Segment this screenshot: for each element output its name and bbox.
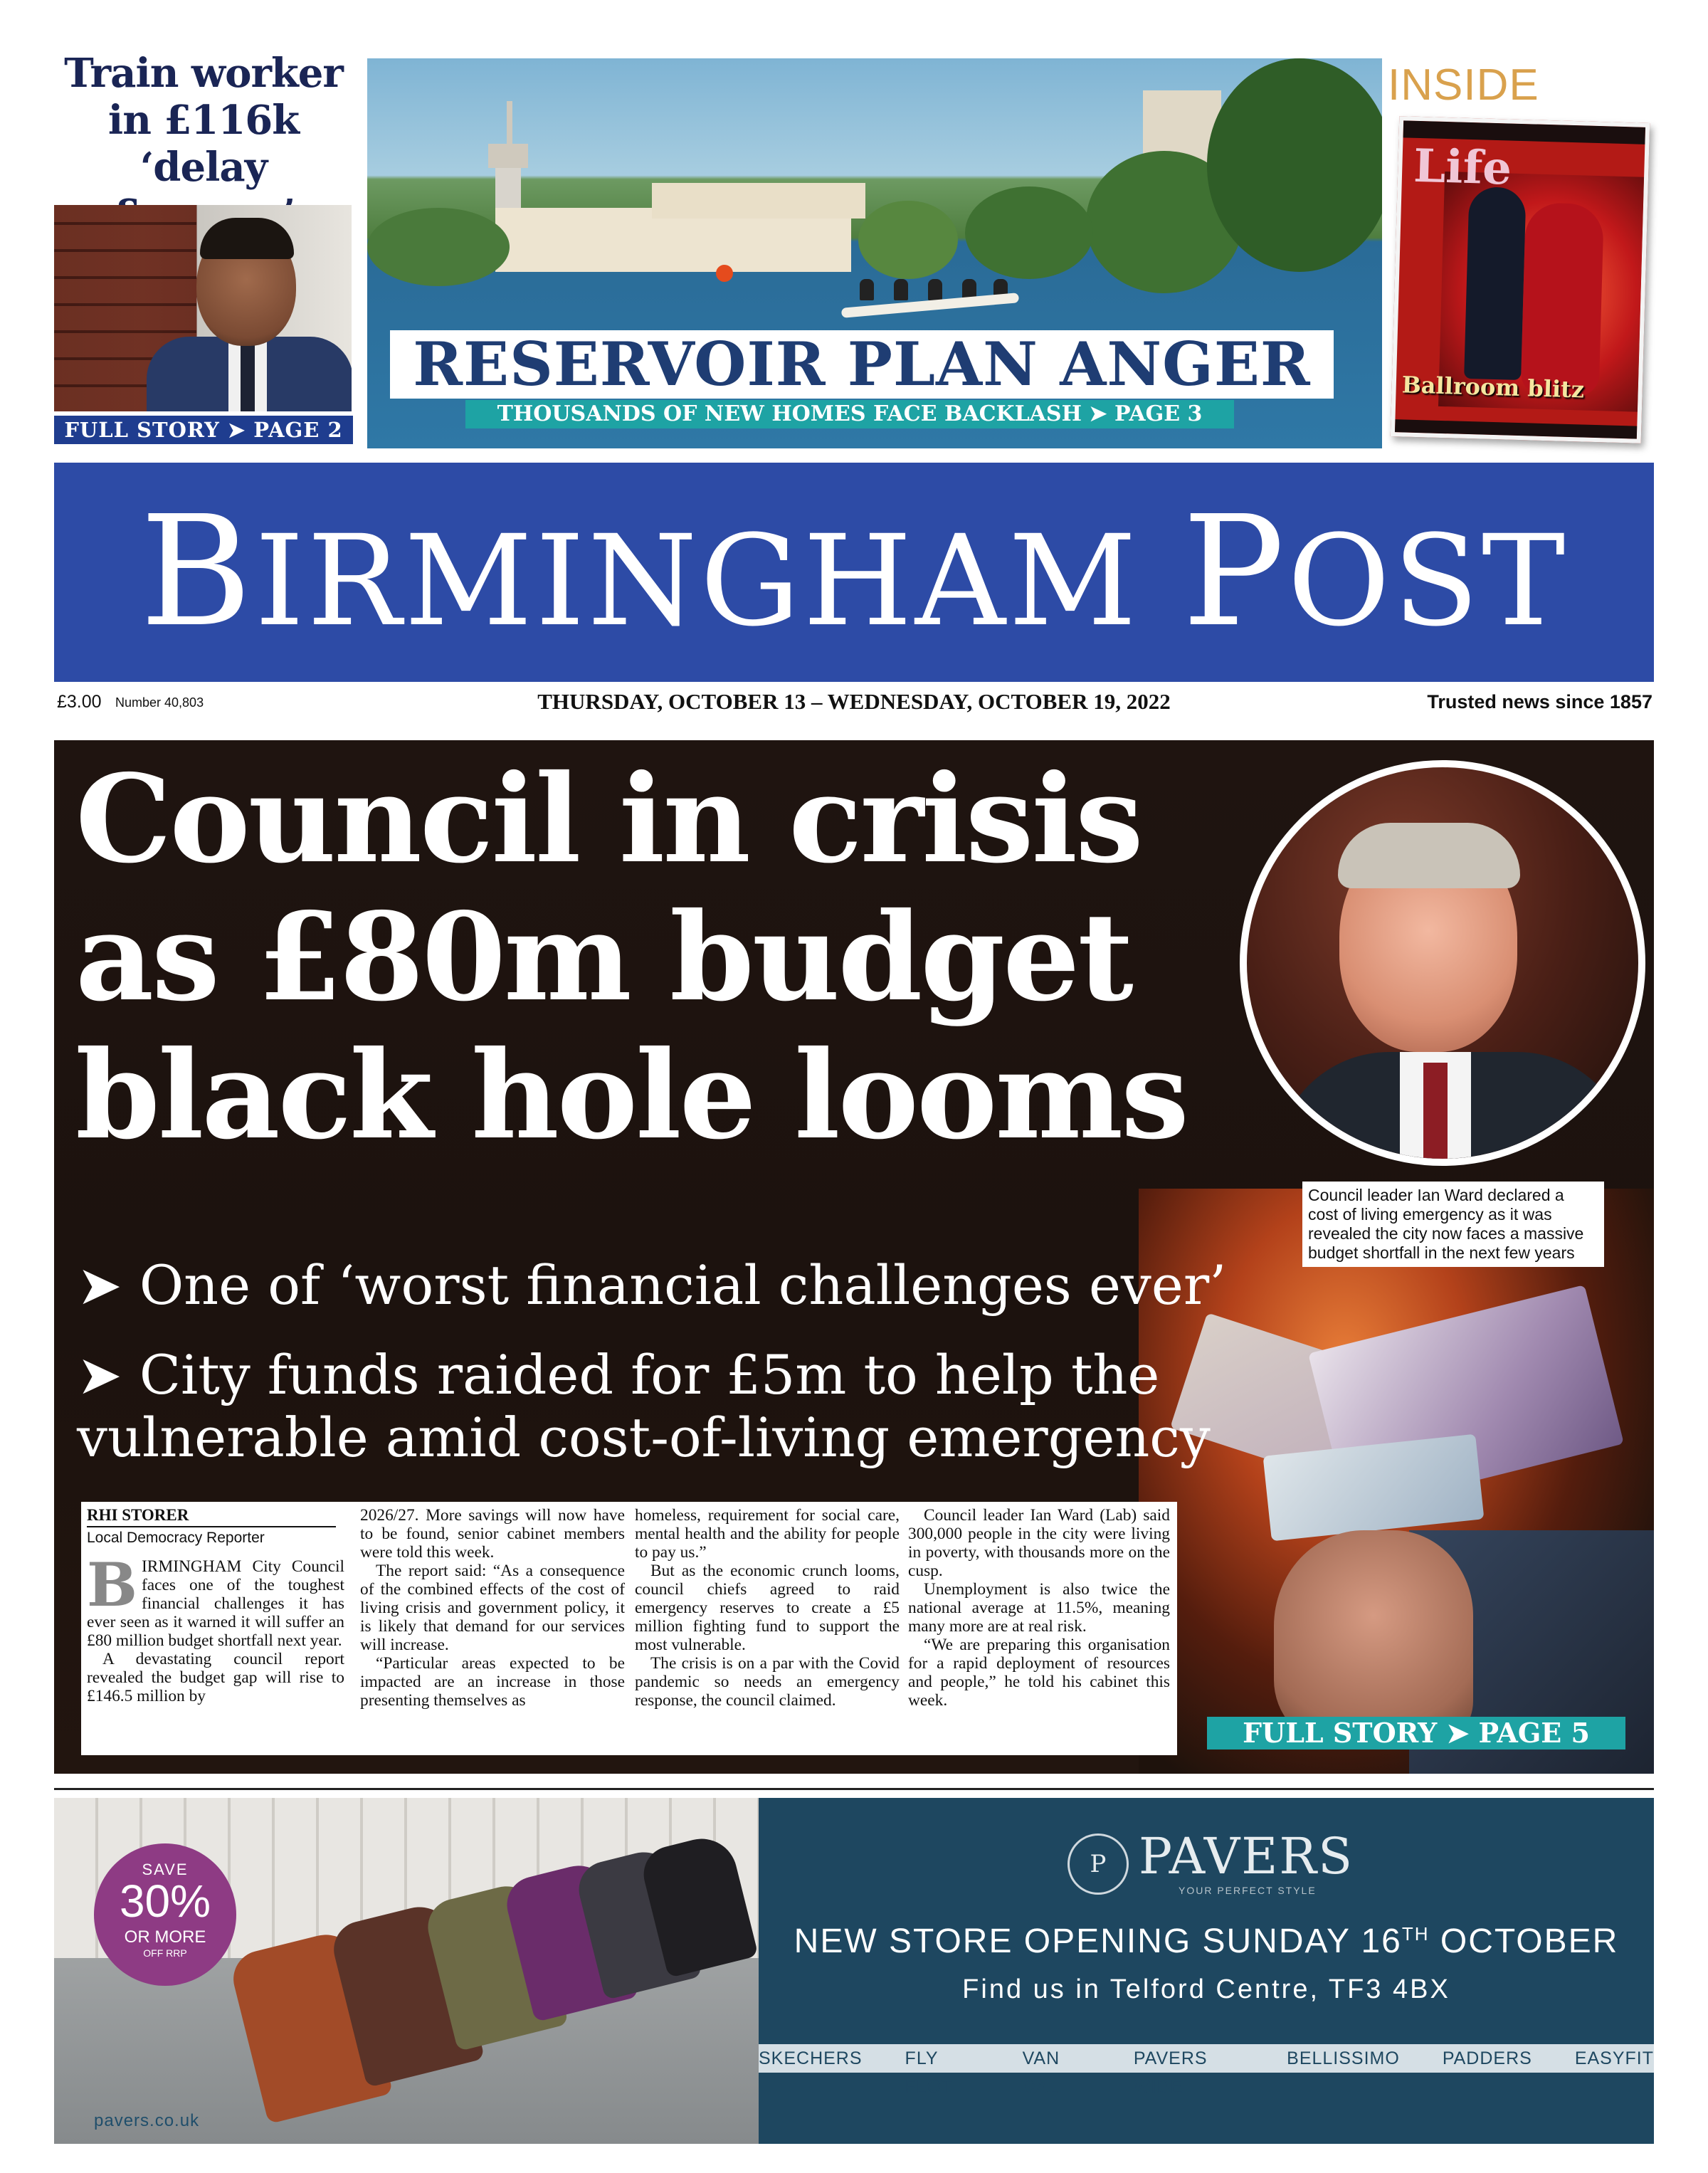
cover-headline: Ballroom blitz <box>1401 371 1585 404</box>
advert-divider <box>54 1788 1654 1790</box>
left-teaser-headline-2: in £116k ‘delay <box>107 97 300 191</box>
badge-or-more: OR MORE <box>124 1927 206 1947</box>
article-column-3 <box>635 1506 900 1710</box>
article-column-1 <box>87 1549 344 1705</box>
life-supplement-cover[interactable] <box>1391 116 1650 443</box>
hand-image <box>1274 1530 1473 1744</box>
masthead-initial-p: P <box>1182 483 1288 661</box>
col1-paragraph-2: A devastating council report revealed the budget gap will rise to £146.5 million by <box>87 1650 344 1705</box>
reservoir-page-link[interactable]: THOUSANDS OF NEW HOMES FACE BACKLASH ➤ PAGE 3 <box>465 400 1234 428</box>
col4-paragraph-2: Unemployment is also twice the national average at 11.5%, meaning many more are at real risk. <box>908 1580 1170 1636</box>
tagline: Trusted news since 1857 <box>1427 691 1652 712</box>
inside-label: INSIDE <box>1388 60 1539 110</box>
col4-paragraph-3: “We are preparing this organisation for a rapid deployment of resources and people,” he told his cabinet this week. <box>908 1636 1170 1710</box>
lead-bullet-2 <box>77 1344 1216 1469</box>
badge-percent: 30% <box>119 1875 211 1927</box>
masthead-word-1: IRMINGHAM <box>254 508 1140 654</box>
col3-paragraph-3: The crisis is on a par with the Covid pandemic so needs an emergency response, the council claimed. <box>635 1654 900 1710</box>
col2-paragraph-3: “Particular areas expected to be impacted are an increase in those presenting themselves as <box>360 1654 625 1710</box>
pavers-logo-icon: P <box>1068 1833 1129 1895</box>
col3-paragraph-1: homeless, requirement for social care, mental health and the ability for people to pay us.” <box>635 1506 900 1562</box>
col1-paragraph-1: IRMINGHAM City Council faces one of the toughest financial challenges it has ever seen as it warned it will suffer an £80 million budget shortfall next year. <box>87 1557 344 1650</box>
brand-pavers-wide: PAVERS WIDE <box>1133 2048 1208 2097</box>
lead-headline-line-1: Council in crisis <box>75 748 1142 890</box>
dropcap: B <box>87 1549 137 1620</box>
brand-bar <box>759 2044 1655 2097</box>
lead-bullet-1: ➤ One of ‘worst financial challenges ever’ <box>77 1253 1227 1317</box>
article-column-4 <box>908 1506 1170 1710</box>
brand-bellissimo: BELLISSIMO <box>1287 2048 1400 2068</box>
brand-fly-flot: FLY FLOT <box>905 2048 954 2097</box>
brand-easyfit: EASYFIT <box>1574 2048 1655 2068</box>
pavers-brand: PAVERS <box>1139 1827 1354 1885</box>
masthead-title[interactable] <box>54 463 1654 682</box>
col2-paragraph-1: 2026/27. More savings will now have to be found, senior cabinet members were told this week. <box>360 1506 625 1562</box>
masthead-initial-b: B <box>139 483 255 661</box>
left-teaser-headline-1: Train worker <box>64 50 343 97</box>
train-worker-photo <box>54 205 352 411</box>
ian-ward-portrait <box>1240 760 1645 1166</box>
cover-price: £3.00 <box>57 692 102 712</box>
brand-skechers: SKECHERS <box>759 2048 863 2068</box>
lead-headline-line-3: black hole looms <box>75 1024 1187 1167</box>
article-column-2 <box>360 1506 625 1710</box>
col4-paragraph-1: Council leader Ian Ward (Lab) said 300,000 people in the city were living in poverty, with thousands more on the cusp. <box>908 1506 1170 1580</box>
cover-title: Life <box>1413 139 1512 196</box>
store-opening: NEW STORE OPENING SUNDAY 16TH OCTOBER <box>794 1922 1619 1960</box>
masthead-word-2: OST <box>1287 508 1569 654</box>
lead-page-link[interactable]: FULL STORY ➤ PAGE 5 <box>1207 1717 1625 1750</box>
brand-padders: PADDERS <box>1442 2048 1532 2068</box>
issue-number: Number 40,803 <box>115 695 204 710</box>
lead-bullet-2-line-2: vulnerable amid cost-of-living emergency <box>77 1406 1211 1469</box>
dateline: THURSDAY, OCTOBER 13 – WEDNESDAY, OCTOBER 19, 2022 <box>537 689 1171 714</box>
reservoir-headline[interactable]: RESERVOIR PLAN ANGER <box>413 329 1311 399</box>
lead-headline-line-2: as £80m budget <box>75 886 1132 1028</box>
store-location: Find us in Telford Centre, TF3 4BX <box>962 1974 1450 2004</box>
byline-name: RHI STORER <box>87 1506 189 1524</box>
lead-bullet-2-line-1: ➤ City funds raided for £5m to help the <box>77 1343 1160 1406</box>
col2-paragraph-2: The report said: “As a consequence of the combined effects of the cost of living crisis and government policy, it is likely that demand for our services will increase. <box>360 1562 625 1654</box>
discount-badge <box>94 1843 236 1986</box>
byline-role: Local Democracy Reporter <box>87 1526 336 1547</box>
pavers-url[interactable]: pavers.co.uk <box>94 2111 200 2130</box>
pavers-tagline: YOUR PERFECT STYLE <box>1179 1885 1317 1896</box>
portrait-caption: Council leader Ian Ward declared a cost of living emergency as it was revealed the city now faces a massive budget shortfall in the next few years <box>1302 1182 1604 1267</box>
brand-van-dal: VAN DAL <box>1022 2048 1060 2097</box>
left-teaser-page-link[interactable]: FULL STORY ➤ PAGE 2 <box>54 416 353 444</box>
col3-paragraph-2: But as the economic crunch looms, council chiefs agreed to raid emergency reserves to create a £5 million fighting fund to support the most vulnerable. <box>635 1562 900 1654</box>
badge-save: SAVE <box>142 1861 189 1878</box>
lead-headline[interactable] <box>75 748 1285 1167</box>
badge-rrp: OFF RRP <box>143 1947 187 1959</box>
